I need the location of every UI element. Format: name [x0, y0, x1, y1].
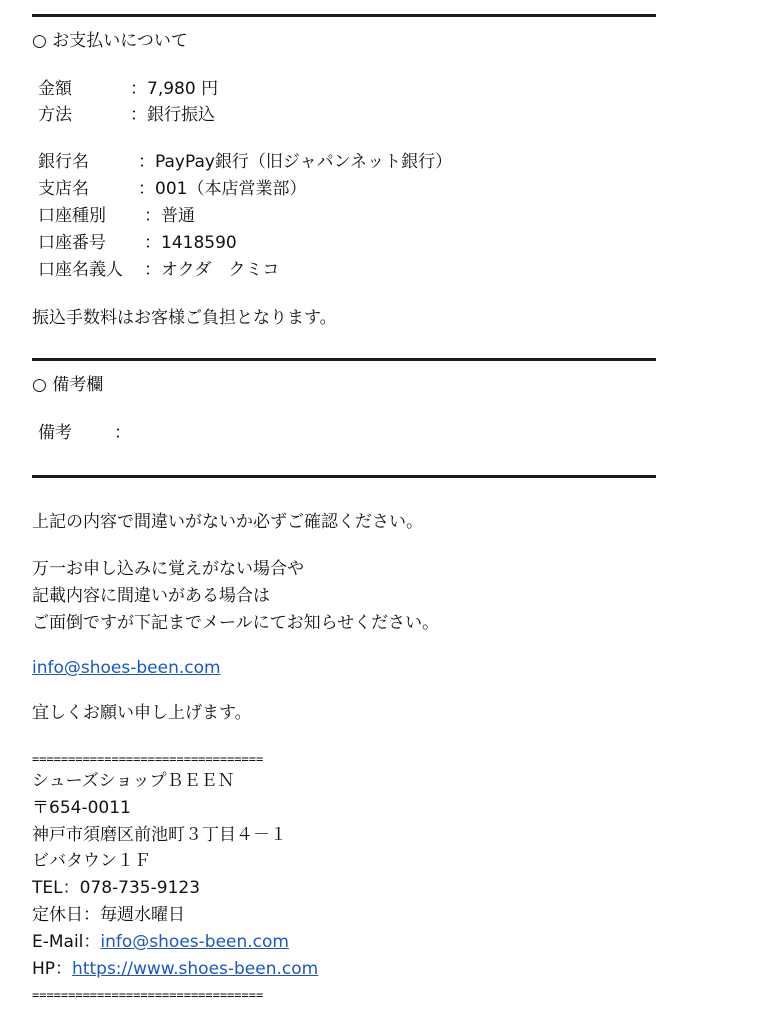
method-label: 方法 [38, 105, 72, 125]
remarks-heading: ○ 備考欄 [32, 375, 104, 395]
address-line-2: ビバタウン１Ｆ [32, 851, 151, 871]
contact-email-line [32, 657, 221, 679]
holiday: 定休日：毎週水曜日 [32, 905, 185, 925]
contact-email-link[interactable]: info@shoes-been.com [32, 658, 221, 678]
branch-value: ：001（本店営業部） [138, 179, 307, 199]
account-holder-value: ：オクダ クミコ [144, 260, 280, 280]
account-holder-row [38, 259, 279, 281]
bank-row [38, 151, 452, 173]
confirm-text: 上記の内容で間違いがないか必ずご確認ください。 [32, 512, 423, 532]
account-type-label: 口座種別 [38, 206, 106, 226]
payment-heading: ○ お支払いについて [32, 31, 188, 51]
account-number-value: ：1418590 [144, 233, 237, 253]
amount-value: ：7,980 円 [130, 79, 219, 99]
signature-email-link[interactable]: info@shoes-been.com [100, 932, 289, 952]
account-type-row [38, 205, 195, 227]
email-row [32, 931, 289, 953]
tel: TEL：078-735-9123 [32, 878, 201, 898]
homepage-link[interactable]: https://www.shoes-been.com [72, 959, 319, 979]
branch-label: 支店名 [38, 179, 89, 199]
homepage-row [32, 958, 318, 980]
address-line-1: 神戸市須磨区前池町３丁目４－１ [32, 825, 287, 845]
bank-value: ：PayPay銀行（旧ジャパンネット銀行） [138, 152, 453, 172]
signature-separator-top: ================================ [32, 752, 264, 766]
remarks-label: 備考 [38, 423, 72, 443]
email-label: E-Mail： [32, 932, 101, 952]
contact-line-3: ご面倒ですが下記までメールにてお知らせください。 [32, 613, 440, 633]
method-value: ：銀行振込 [130, 105, 215, 125]
remarks-value: ： [114, 423, 131, 443]
account-holder-label: 口座名義人 [38, 260, 123, 280]
account-number-label: 口座番号 [38, 233, 106, 253]
account-number-row [38, 232, 237, 254]
shop-name: シューズショップＢＥＥＮ [32, 771, 235, 791]
divider-middle [32, 358, 656, 361]
method-row [38, 104, 215, 126]
remarks-row [38, 422, 131, 444]
signature-separator-bottom: ================================ [32, 988, 264, 1002]
contact-line-2: 記載内容に間違いがある場合は [32, 586, 270, 606]
bank-label: 銀行名 [38, 152, 89, 172]
contact-line-1: 万一お申し込みに覚えがない場合や [32, 559, 304, 579]
divider-bottom [32, 475, 656, 478]
homepage-label: HP： [32, 959, 73, 979]
amount-label: 金額 [38, 79, 72, 99]
closing-text: 宜しくお願い申し上げます。 [32, 703, 252, 723]
divider-top [32, 14, 656, 17]
postal-code: 〒654-0011 [32, 798, 131, 818]
account-type-value: ：普通 [144, 206, 195, 226]
branch-row [38, 178, 306, 200]
amount-row [38, 78, 218, 100]
fee-note: 振込手数料はお客様ご負担となります。 [32, 308, 337, 328]
